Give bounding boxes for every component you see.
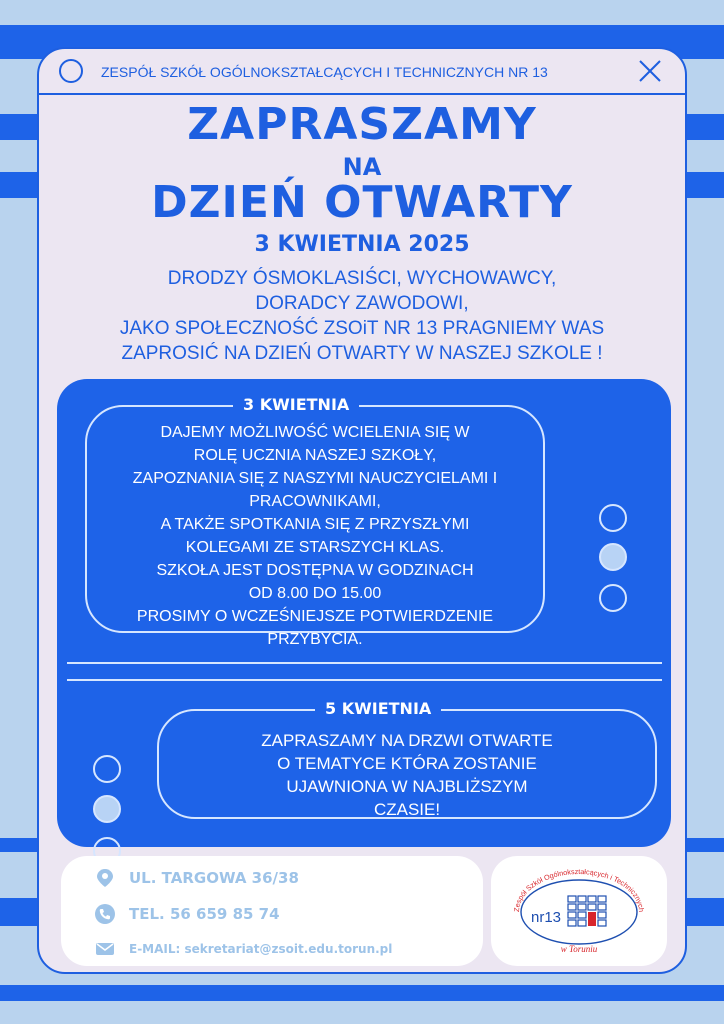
intro-line: ZAPROSIĆ NA DZIEŃ OTWARTY W NASZEJ SZKOLE ! bbox=[121, 343, 603, 364]
section-text-april-3 bbox=[85, 421, 545, 651]
phone-text: TEL. 56 659 85 74 bbox=[129, 905, 280, 923]
decor-circle-filled bbox=[93, 795, 121, 823]
circle-icon bbox=[59, 59, 83, 83]
text-line: ROLĘ UCZNIA NASZEJ SZKOŁY, bbox=[193, 447, 437, 464]
divider-line bbox=[67, 662, 662, 664]
text-line: SZKOŁA JEST DOSTĘPNA W GODZINACH bbox=[156, 562, 474, 579]
window-bar bbox=[39, 49, 685, 95]
text-line: PRACOWNIKAMI, bbox=[249, 493, 381, 510]
school-name: ZESPÓŁ SZKÓŁ OGÓLNOKSZTAŁCĄCYCH I TECHNICZNYCH NR 13 bbox=[101, 64, 548, 80]
text-line: OD 8.00 DO 15.00 bbox=[248, 585, 382, 602]
intro-text bbox=[39, 266, 685, 366]
logo-box bbox=[491, 856, 667, 966]
email-row[interactable] bbox=[95, 937, 392, 961]
section-text-april-5 bbox=[157, 729, 657, 821]
address-row bbox=[95, 866, 299, 890]
logo-city: w Toruniu bbox=[560, 944, 598, 954]
email-text: E-MAIL: sekretariat@zsoit.edu.torun.pl bbox=[129, 942, 393, 956]
phone-row[interactable] bbox=[95, 902, 280, 926]
address-text: UL. TARGOWA 36/38 bbox=[129, 869, 299, 887]
school-logo bbox=[501, 860, 657, 962]
intro-line: DRODZY ÓSMOKLASIŚCI, WYCHOWAWCY, bbox=[167, 268, 557, 289]
close-icon[interactable] bbox=[637, 58, 663, 84]
text-line: CZASIE! bbox=[373, 800, 441, 819]
text-line: ZAPOZNANIA SIĘ Z NASZYMI NAUCZYCIELAMI I bbox=[132, 470, 498, 487]
contact-box bbox=[61, 856, 483, 966]
decor-circle-filled bbox=[599, 543, 627, 571]
headline-on: NA bbox=[342, 153, 382, 181]
text-line: UJAWNIONA W NAJBLIŻSZYM bbox=[286, 777, 528, 796]
intro-line: DORADCY ZAWODOWI, bbox=[255, 293, 469, 314]
intro-line: JAKO SPOŁECZNOŚĆ ZSOiT NR 13 PRAGNIEMY WAS bbox=[119, 318, 605, 339]
text-line: PRZYBYCIA. bbox=[267, 631, 363, 648]
phone-icon bbox=[95, 904, 115, 924]
poster-card bbox=[37, 47, 687, 974]
divider-line bbox=[67, 679, 662, 681]
text-line: O TEMATYCE KTÓRA ZOSTANIE bbox=[277, 754, 537, 773]
section-label-april-3: 3 KWIETNIA bbox=[233, 395, 359, 414]
text-line: ZAPRASZAMY NA DRZWI OTWARTE bbox=[261, 731, 553, 750]
text-line: A TAKŻE SPOTKANIA SIĘ Z PRZYSZŁYMI bbox=[160, 516, 470, 533]
text-line: KOLEGAMI ZE STARSZYCH KLAS. bbox=[185, 539, 445, 556]
text-line: PROSIMY O WCZEŚNIEJSZE POTWIERDZENIE bbox=[136, 608, 494, 625]
decor-circle bbox=[599, 584, 627, 612]
logo-number: nr13 bbox=[531, 909, 562, 926]
location-pin-icon bbox=[95, 868, 115, 888]
background-stripe bbox=[0, 985, 724, 1001]
decor-circle bbox=[93, 755, 121, 783]
event-date: 3 KWIETNIA 2025 bbox=[254, 232, 470, 257]
headline-open-day: DZIEŃ OTWARTY bbox=[151, 177, 573, 228]
logo-arc-text: Zespół Szkół Ogólnokształcących i Technicznych bbox=[511, 866, 647, 913]
program-panel bbox=[57, 379, 671, 847]
envelope-icon bbox=[95, 939, 115, 959]
section-label-april-5: 5 KWIETNIA bbox=[315, 699, 441, 718]
headline-invite: ZAPRASZAMY bbox=[187, 99, 537, 150]
text-line: DAJEMY MOŻLIWOŚĆ WCIELENIA SIĘ W bbox=[160, 424, 470, 441]
decor-circle bbox=[599, 504, 627, 532]
